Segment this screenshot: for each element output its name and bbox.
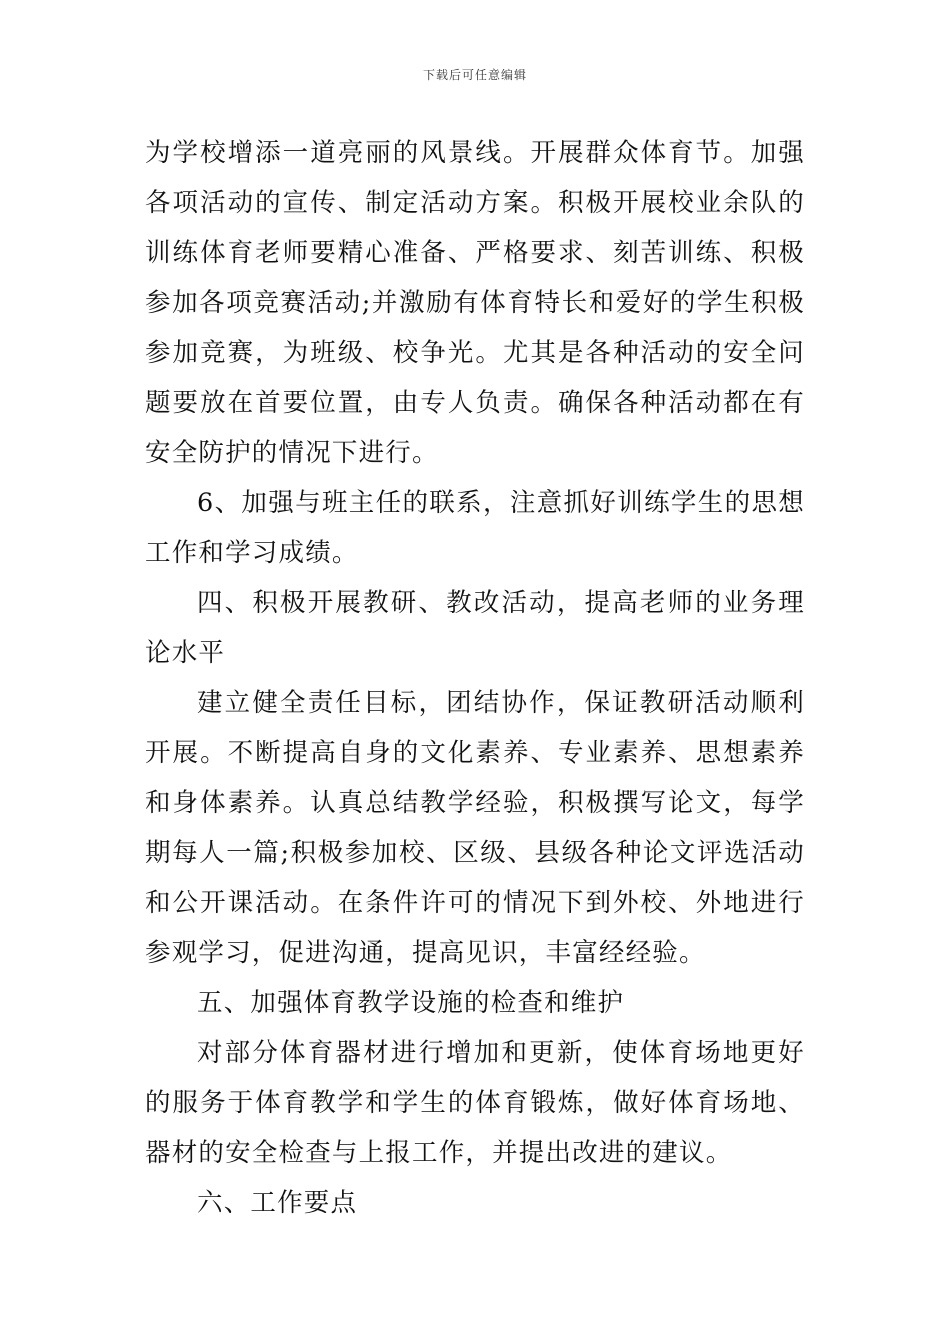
section-heading-4: 四、积极开展教研、教改活动，提高老师的业务理论水平 <box>145 588 805 668</box>
document-body <box>145 128 805 1228</box>
paragraph-facilities: 对部分体育器材进行增加和更新，使体育场地更好的服务于体育教学和学生的体育锻炼，做好体育场地、器材的安全检查与上报工作，并提出改进的建议。 <box>145 1038 805 1168</box>
paragraph-item-6: 6、加强与班主任的联系，注意抓好训练学生的思想工作和学习成绩。 <box>145 488 805 568</box>
paragraph-teaching-research: 建立健全责任目标，团结协作，保证教研活动顺利开展。不断提高自身的文化素养、专业素养、思想素养和身体素养。认真总结教学经验，积极撰写论文，每学期每人一篇;积极参加校、区级、县级各种论文评选活动和公开课活动。在条件许可的情况下到外校、外地进行参观学习，促进沟通，提高见识，丰富经经验。 <box>145 688 805 968</box>
paragraph-activities: 为学校增添一道亮丽的风景线。开展群众体育节。加强各项活动的宣传、制定活动方案。积极开展校业余队的训练体育老师要精心准备、严格要求、刻苦训练、积极参加各项竞赛活动;并激励有体育特长和爱好的学生积极参加竞赛，为班级、校争光。尤其是各种活动的安全问题要放在首要位置，由专人负责。确保各种活动都在有安全防护的情况下进行。 <box>145 138 805 468</box>
header-note: 下载后可任意编辑 <box>422 68 527 82</box>
section-heading-5: 五、加强体育教学设施的检查和维护 <box>197 988 625 1018</box>
section-heading-6: 六、工作要点 <box>197 1188 358 1218</box>
